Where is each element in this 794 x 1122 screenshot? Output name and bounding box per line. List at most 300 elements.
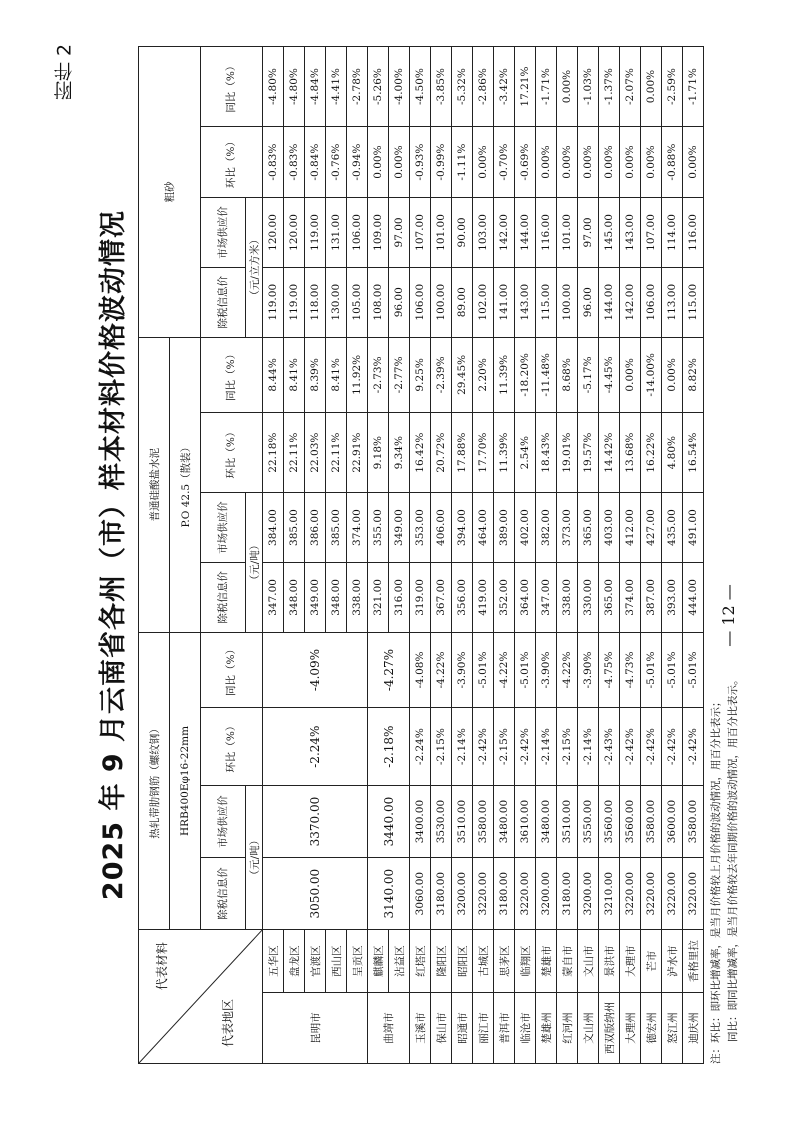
- value-cell: 0.00%: [368, 127, 389, 198]
- value-cell: 3600.00: [662, 786, 683, 858]
- value-cell: -3.85%: [431, 47, 452, 127]
- district-cell: 西山区: [326, 930, 347, 993]
- value-cell: 105.00: [347, 267, 368, 337]
- value-cell: -0.69%: [515, 127, 536, 198]
- value-cell: -1.71%: [683, 47, 704, 127]
- value-cell: 9.18%: [368, 413, 389, 493]
- value-cell: -5.01%: [683, 632, 704, 708]
- steel-yoy-cell: -4.27%: [368, 632, 410, 708]
- city-cell: 西双版纳州: [599, 993, 620, 1064]
- value-cell: 0.00%: [662, 337, 683, 413]
- district-cell: 文山市: [578, 930, 599, 993]
- value-cell: -2.86%: [473, 47, 494, 127]
- material-steel-spec: HRB400Eφ16-22mm: [170, 632, 201, 929]
- table-row: [662, 47, 683, 1064]
- value-cell: 3530.00: [431, 786, 452, 858]
- value-cell: -4.22%: [431, 632, 452, 708]
- value-cell: 97.00: [578, 198, 599, 268]
- annex-label: 附件 2: [53, 43, 76, 101]
- table-row: [263, 47, 284, 1064]
- value-cell: 389.00: [494, 493, 515, 563]
- district-cell: 泸水市: [662, 930, 683, 993]
- district-cell: 大理市: [620, 930, 641, 993]
- value-cell: -2.42%: [683, 708, 704, 786]
- value-cell: 114.00: [662, 198, 683, 268]
- value-cell: -5.26%: [368, 47, 389, 127]
- value-cell: -5.01%: [662, 632, 683, 708]
- steel-mom-cell: -2.18%: [368, 708, 410, 786]
- value-cell: -0.88%: [662, 127, 683, 198]
- value-cell: 17.70%: [473, 413, 494, 493]
- value-cell: 3180.00: [557, 858, 578, 930]
- city-cell: 普洱市: [494, 993, 515, 1064]
- page-number: [708, 555, 748, 675]
- value-cell: 349.00: [305, 562, 326, 632]
- value-cell: -4.80%: [284, 47, 305, 127]
- value-cell: 141.00: [494, 267, 515, 337]
- sand-unit: （元/立方米）: [246, 198, 263, 338]
- value-cell: 3580.00: [473, 786, 494, 858]
- value-cell: 382.00: [536, 493, 557, 563]
- material-sand-name: 粗砂: [139, 47, 201, 338]
- cement-mom-header: 环比（%）: [201, 413, 263, 493]
- value-cell: 143.00: [620, 198, 641, 268]
- district-cell: 红塔区: [410, 930, 431, 993]
- value-cell: 3200.00: [536, 858, 557, 930]
- value-cell: 0.00%: [620, 337, 641, 413]
- sand-market-price-header: 市场供应价: [201, 198, 246, 268]
- value-cell: 106.00: [641, 267, 662, 337]
- material-cement-name: 普通硅酸盐水泥: [139, 337, 170, 632]
- value-cell: 3180.00: [494, 858, 515, 930]
- value-cell: 116.00: [683, 198, 704, 268]
- value-cell: 4.80%: [662, 413, 683, 493]
- value-cell: 412.00: [620, 493, 641, 563]
- steel-unit: （元/吨）: [246, 786, 263, 930]
- value-cell: 464.00: [473, 493, 494, 563]
- value-cell: 0.00%: [557, 127, 578, 198]
- value-cell: 89.00: [452, 267, 473, 337]
- value-cell: 16.22%: [641, 413, 662, 493]
- value-cell: 3200.00: [452, 858, 473, 930]
- district-cell: 五华区: [263, 930, 284, 993]
- value-cell: 14.42%: [599, 413, 620, 493]
- value-cell: 96.00: [578, 267, 599, 337]
- value-cell: 115.00: [683, 267, 704, 337]
- value-cell: 118.00: [305, 267, 326, 337]
- city-cell: 德宏州: [641, 993, 662, 1064]
- value-cell: 107.00: [641, 198, 662, 268]
- value-cell: 116.00: [536, 198, 557, 268]
- district-cell: 香格里拉: [683, 930, 704, 993]
- value-cell: 115.00: [536, 267, 557, 337]
- value-cell: 3580.00: [683, 786, 704, 858]
- value-cell: 119.00: [284, 267, 305, 337]
- value-cell: 367.00: [431, 562, 452, 632]
- value-cell: 102.00: [473, 267, 494, 337]
- value-cell: 435.00: [662, 493, 683, 563]
- value-cell: 11.39%: [494, 413, 515, 493]
- city-cell: 昆明市: [263, 993, 368, 1064]
- value-cell: -0.83%: [284, 127, 305, 198]
- value-cell: 3200.00: [578, 858, 599, 930]
- value-cell: 119.00: [263, 267, 284, 337]
- value-cell: 11.92%: [347, 337, 368, 413]
- table-row: [683, 47, 704, 1064]
- steel-yoy-header: 同比（%）: [201, 632, 263, 708]
- value-cell: 0.00%: [620, 127, 641, 198]
- district-cell: 楚雄市: [536, 930, 557, 993]
- value-cell: 108.00: [368, 267, 389, 337]
- value-cell: -4.22%: [494, 632, 515, 708]
- value-cell: 3510.00: [557, 786, 578, 858]
- value-cell: 0.00%: [578, 127, 599, 198]
- value-cell: 356.00: [452, 562, 473, 632]
- value-cell: -2.15%: [557, 708, 578, 786]
- value-cell: 8.68%: [557, 337, 578, 413]
- value-cell: 384.00: [263, 493, 284, 563]
- value-cell: -0.93%: [410, 127, 431, 198]
- value-cell: 3220.00: [641, 858, 662, 930]
- value-cell: 385.00: [284, 493, 305, 563]
- district-cell: 麒麟区: [368, 930, 389, 993]
- steel-tax-price-cell: 3140.00: [368, 858, 410, 930]
- value-cell: 419.00: [473, 562, 494, 632]
- value-cell: 352.00: [494, 562, 515, 632]
- value-cell: -1.37%: [599, 47, 620, 127]
- note-line: 同比：即同比增减率，是当月价格较去年同期价格的波动情况，用百分比表示。: [727, 674, 739, 1042]
- value-cell: 316.00: [389, 562, 410, 632]
- value-cell: 3480.00: [536, 786, 557, 858]
- value-cell: 0.00%: [536, 127, 557, 198]
- value-cell: 403.00: [599, 493, 620, 563]
- value-cell: -0.83%: [263, 127, 284, 198]
- value-cell: 100.00: [431, 267, 452, 337]
- district-cell: 呈贡区: [347, 930, 368, 993]
- page-title: 2025 年 9 月云南省各州（市）样本材料价格波动情况: [97, 209, 129, 901]
- value-cell: -3.90%: [452, 632, 473, 708]
- city-cell: 临沧市: [515, 993, 536, 1064]
- city-cell: 迪庆州: [683, 993, 704, 1064]
- value-cell: -4.80%: [263, 47, 284, 127]
- district-cell: 隆阳区: [431, 930, 452, 993]
- value-cell: -2.73%: [368, 337, 389, 413]
- value-cell: -18.20%: [515, 337, 536, 413]
- value-cell: 347.00: [263, 562, 284, 632]
- page-number-text: — 12 —: [718, 583, 738, 647]
- value-cell: -2.43%: [599, 708, 620, 786]
- cement-yoy-header: 同比（%）: [201, 337, 263, 413]
- sand-yoy-header: 同比（%）: [201, 47, 263, 127]
- value-cell: 144.00: [599, 267, 620, 337]
- value-cell: 364.00: [515, 562, 536, 632]
- value-cell: 90.00: [452, 198, 473, 268]
- table-row: [473, 47, 494, 1064]
- value-cell: -2.14%: [578, 708, 599, 786]
- district-cell: 沾益区: [389, 930, 410, 993]
- cement-market-price-header: 市场供应价: [201, 493, 246, 563]
- value-cell: 373.00: [557, 493, 578, 563]
- value-cell: -5.01%: [641, 632, 662, 708]
- value-cell: 143.00: [515, 267, 536, 337]
- value-cell: 330.00: [578, 562, 599, 632]
- price-table: [138, 46, 704, 1064]
- sand-tax-price-header: 除税信息价: [201, 267, 246, 337]
- value-cell: -5.17%: [578, 337, 599, 413]
- value-cell: 145.00: [599, 198, 620, 268]
- value-cell: -2.42%: [620, 708, 641, 786]
- value-cell: -2.15%: [494, 708, 515, 786]
- value-cell: 338.00: [557, 562, 578, 632]
- value-cell: 9.34%: [389, 413, 410, 493]
- value-cell: 142.00: [494, 198, 515, 268]
- value-cell: -0.76%: [326, 127, 347, 198]
- value-cell: -2.15%: [431, 708, 452, 786]
- note-line: 注：环比：即环比增减率，是当月价格较上月价格的波动情况，用百分比表示；: [710, 696, 722, 1064]
- value-cell: 2.20%: [473, 337, 494, 413]
- value-cell: 402.00: [515, 493, 536, 563]
- value-cell: 130.00: [326, 267, 347, 337]
- value-cell: 348.00: [284, 562, 305, 632]
- value-cell: 374.00: [620, 562, 641, 632]
- table-row: [557, 47, 578, 1064]
- value-cell: 3220.00: [515, 858, 536, 930]
- table-row: [368, 47, 389, 1064]
- value-cell: 97.00: [389, 198, 410, 268]
- sand-mom-header: 环比（%）: [201, 127, 263, 198]
- district-cell: 盘龙区: [284, 930, 305, 993]
- district-cell: 临翔区: [515, 930, 536, 993]
- value-cell: 19.57%: [578, 413, 599, 493]
- value-cell: -3.90%: [578, 632, 599, 708]
- value-cell: -4.41%: [326, 47, 347, 127]
- value-cell: -4.22%: [557, 632, 578, 708]
- value-cell: 9.25%: [410, 337, 431, 413]
- value-cell: 96.00: [389, 267, 410, 337]
- value-cell: 142.00: [620, 267, 641, 337]
- table-row: [410, 47, 431, 1064]
- steel-yoy-cell: -4.09%: [263, 632, 368, 708]
- value-cell: 0.00%: [389, 127, 410, 198]
- value-cell: 119.00: [305, 198, 326, 268]
- table-row: [536, 47, 557, 1064]
- value-cell: 29.45%: [452, 337, 473, 413]
- value-cell: 11.39%: [494, 337, 515, 413]
- value-cell: -0.70%: [494, 127, 515, 198]
- value-cell: 113.00: [662, 267, 683, 337]
- steel-mom-header: 环比（%）: [201, 708, 263, 786]
- value-cell: -2.77%: [389, 337, 410, 413]
- district-cell: 昭阳区: [452, 930, 473, 993]
- value-cell: 3510.00: [452, 786, 473, 858]
- value-cell: -2.78%: [347, 47, 368, 127]
- value-cell: 0.00%: [641, 47, 662, 127]
- value-cell: 349.00: [389, 493, 410, 563]
- value-cell: 3560.00: [599, 786, 620, 858]
- value-cell: 17.88%: [452, 413, 473, 493]
- value-cell: -2.42%: [515, 708, 536, 786]
- value-cell: 3580.00: [641, 786, 662, 858]
- value-cell: 319.00: [410, 562, 431, 632]
- value-cell: 13.68%: [620, 413, 641, 493]
- value-cell: -4.75%: [599, 632, 620, 708]
- city-cell: 文山州: [578, 993, 599, 1064]
- value-cell: 3220.00: [473, 858, 494, 930]
- value-cell: 0.00%: [473, 127, 494, 198]
- district-cell: 古城区: [473, 930, 494, 993]
- value-cell: 120.00: [284, 198, 305, 268]
- value-cell: 394.00: [452, 493, 473, 563]
- table-row: [599, 47, 620, 1064]
- rotated-page: [82, 46, 752, 1064]
- value-cell: 22.91%: [347, 413, 368, 493]
- value-cell: 0.00%: [683, 127, 704, 198]
- district-cell: 官渡区: [305, 930, 326, 993]
- corner-header-cell: [139, 930, 263, 1064]
- value-cell: -2.14%: [536, 708, 557, 786]
- value-cell: 365.00: [599, 562, 620, 632]
- cement-tax-price-header: 除税信息价: [201, 562, 246, 632]
- value-cell: -2.59%: [662, 47, 683, 127]
- value-cell: 3610.00: [515, 786, 536, 858]
- value-cell: 365.00: [578, 493, 599, 563]
- value-cell: 427.00: [641, 493, 662, 563]
- value-cell: 22.18%: [263, 413, 284, 493]
- value-cell: -0.99%: [431, 127, 452, 198]
- value-cell: -3.42%: [494, 47, 515, 127]
- value-cell: 3550.00: [578, 786, 599, 858]
- value-cell: 19.01%: [557, 413, 578, 493]
- city-cell: 丽江市: [473, 993, 494, 1064]
- value-cell: 3400.00: [410, 786, 431, 858]
- steel-market-price-header: 市场供应价: [201, 786, 246, 858]
- value-cell: 348.00: [326, 562, 347, 632]
- value-cell: -2.42%: [662, 708, 683, 786]
- value-cell: -4.50%: [410, 47, 431, 127]
- value-cell: 3210.00: [599, 858, 620, 930]
- value-cell: 347.00: [536, 562, 557, 632]
- table-row: [452, 47, 473, 1064]
- material-cement-spec: P.O 42.5（散装）: [170, 337, 201, 632]
- value-cell: -2.42%: [473, 708, 494, 786]
- value-cell: 22.11%: [284, 413, 305, 493]
- value-cell: 8.39%: [305, 337, 326, 413]
- value-cell: 107.00: [410, 198, 431, 268]
- value-cell: 101.00: [557, 198, 578, 268]
- value-cell: 18.43%: [536, 413, 557, 493]
- value-cell: 387.00: [641, 562, 662, 632]
- value-cell: 321.00: [368, 562, 389, 632]
- value-cell: 131.00: [326, 198, 347, 268]
- value-cell: 16.54%: [683, 413, 704, 493]
- value-cell: 109.00: [368, 198, 389, 268]
- value-cell: 491.00: [683, 493, 704, 563]
- value-cell: 16.42%: [410, 413, 431, 493]
- value-cell: 8.41%: [284, 337, 305, 413]
- value-cell: 355.00: [368, 493, 389, 563]
- value-cell: -1.71%: [536, 47, 557, 127]
- steel-market-price-cell: 3440.00: [368, 786, 410, 858]
- city-cell: 大理州: [620, 993, 641, 1064]
- value-cell: -0.94%: [347, 127, 368, 198]
- value-cell: -5.32%: [452, 47, 473, 127]
- value-cell: 0.00%: [557, 47, 578, 127]
- table-row: [494, 47, 515, 1064]
- steel-mom-cell: -2.24%: [263, 708, 368, 786]
- value-cell: 2.54%: [515, 413, 536, 493]
- value-cell: 22.11%: [326, 413, 347, 493]
- value-cell: 120.00: [263, 198, 284, 268]
- table-row: [620, 47, 641, 1064]
- district-cell: 思茅区: [494, 930, 515, 993]
- value-cell: 3220.00: [620, 858, 641, 930]
- city-cell: 昭通市: [452, 993, 473, 1064]
- cement-unit: （元/吨）: [246, 493, 263, 633]
- value-cell: 106.00: [410, 267, 431, 337]
- value-cell: 0.00%: [599, 127, 620, 198]
- value-cell: 100.00: [557, 267, 578, 337]
- value-cell: 0.00%: [641, 127, 662, 198]
- value-cell: 8.82%: [683, 337, 704, 413]
- value-cell: 3560.00: [620, 786, 641, 858]
- corner-material-label: 代表材料: [155, 942, 169, 991]
- city-cell: 楚雄州: [536, 993, 557, 1064]
- value-cell: -11.48%: [536, 337, 557, 413]
- value-cell: -4.00%: [389, 47, 410, 127]
- value-cell: -2.14%: [452, 708, 473, 786]
- value-cell: 3180.00: [431, 858, 452, 930]
- city-cell: 玉溪市: [410, 993, 431, 1064]
- corner-region-label: 代表地区: [221, 998, 235, 1047]
- table-row: [578, 47, 599, 1064]
- district-cell: 蒙自市: [557, 930, 578, 993]
- value-cell: -4.08%: [410, 632, 431, 708]
- value-cell: -2.39%: [431, 337, 452, 413]
- value-cell: -1.11%: [452, 127, 473, 198]
- value-cell: 103.00: [473, 198, 494, 268]
- value-cell: 3480.00: [494, 786, 515, 858]
- value-cell: -3.90%: [536, 632, 557, 708]
- value-cell: -2.24%: [410, 708, 431, 786]
- value-cell: 386.00: [305, 493, 326, 563]
- value-cell: 353.00: [410, 493, 431, 563]
- district-cell: 芒市: [641, 930, 662, 993]
- value-cell: 101.00: [431, 198, 452, 268]
- value-cell: -4.45%: [599, 337, 620, 413]
- value-cell: -14.00%: [641, 337, 662, 413]
- value-cell: -0.84%: [305, 127, 326, 198]
- table-row: [515, 47, 536, 1064]
- value-cell: 3220.00: [662, 858, 683, 930]
- value-cell: -5.01%: [515, 632, 536, 708]
- city-cell: 红河州: [557, 993, 578, 1064]
- city-cell: 保山市: [431, 993, 452, 1064]
- value-cell: 17.21%: [515, 47, 536, 127]
- value-cell: 8.44%: [263, 337, 284, 413]
- value-cell: -2.42%: [641, 708, 662, 786]
- steel-tax-price-cell: 3050.00: [263, 858, 368, 930]
- value-cell: 22.03%: [305, 413, 326, 493]
- table-row: [641, 47, 662, 1064]
- steel-tax-price-header: 除税信息价: [201, 858, 246, 930]
- value-cell: 444.00: [683, 562, 704, 632]
- value-cell: 393.00: [662, 562, 683, 632]
- value-cell: -5.01%: [473, 632, 494, 708]
- value-cell: 3060.00: [410, 858, 431, 930]
- value-cell: 406.00: [431, 493, 452, 563]
- value-cell: -2.07%: [620, 47, 641, 127]
- value-cell: 144.00: [515, 198, 536, 268]
